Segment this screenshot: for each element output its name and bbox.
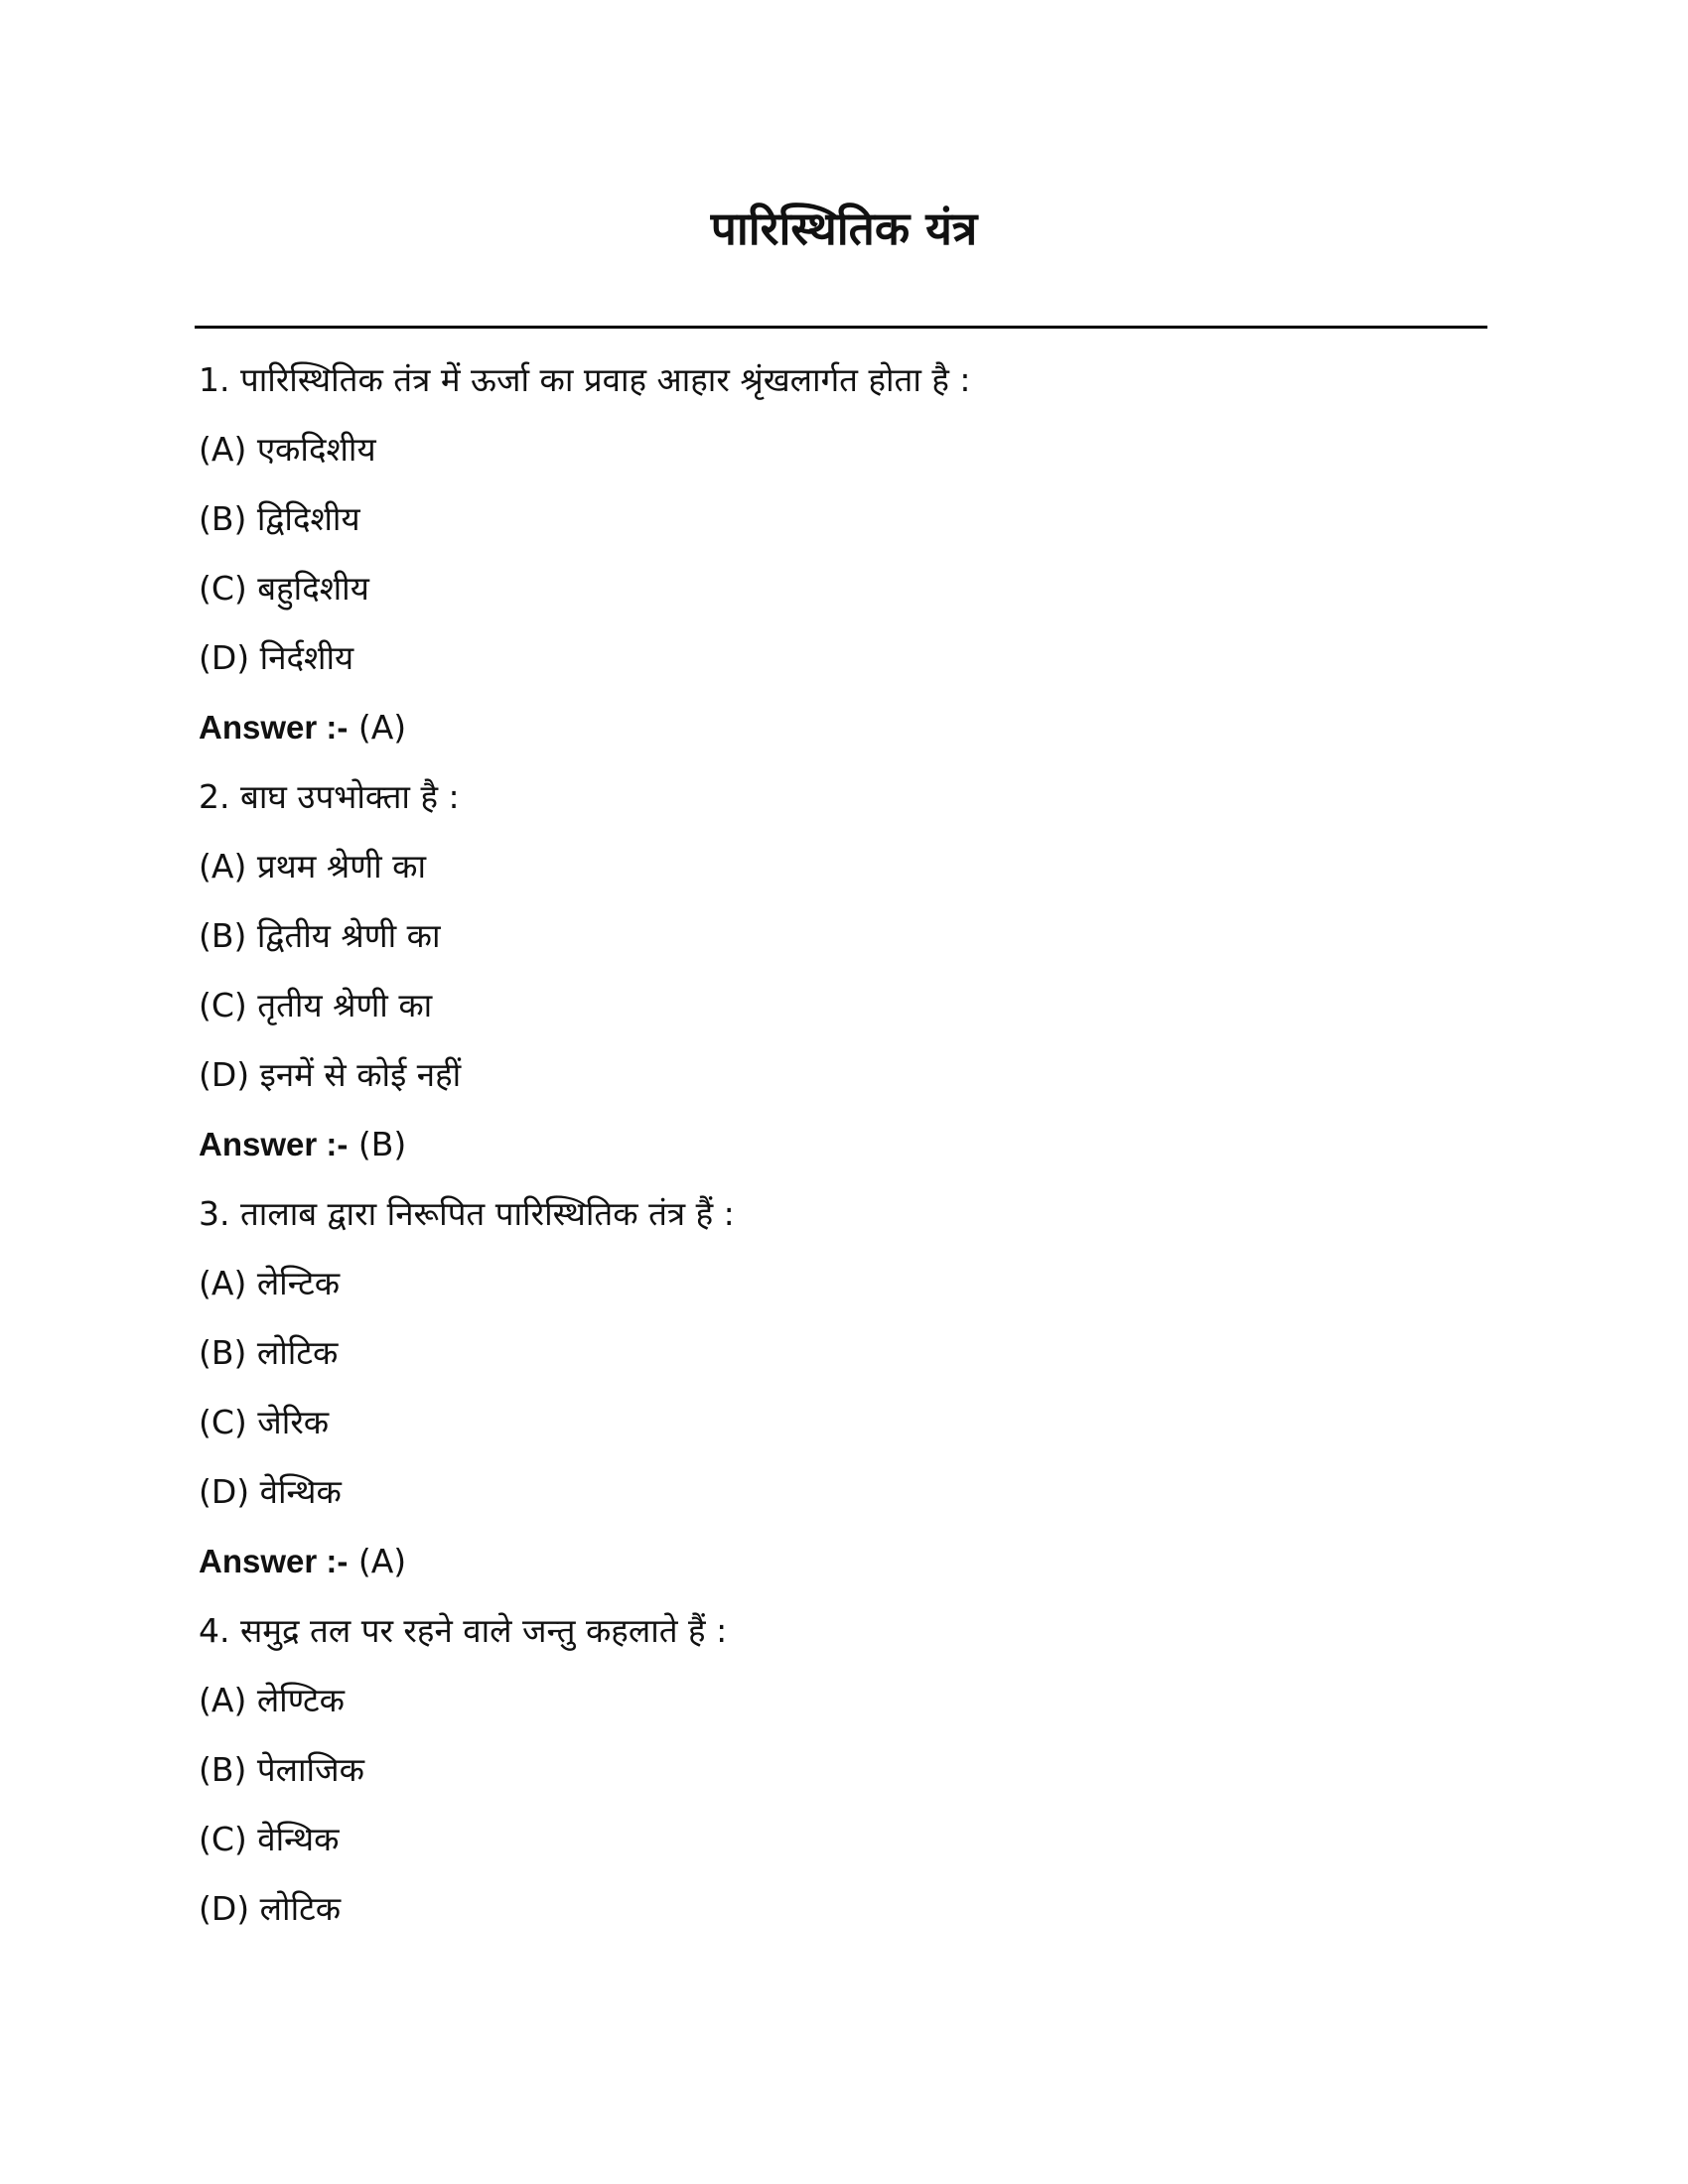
question-3-text: 3. तालाब द्वारा निरूपित पारिस्थितिक तंत्र हैं : xyxy=(199,1194,735,1233)
answer-label: Answer :- xyxy=(199,1126,349,1162)
answer-value: (B) xyxy=(357,1125,407,1163)
question-1-option-b: (B) द्विदिशीय xyxy=(199,499,360,538)
answer-value: (A) xyxy=(357,1542,407,1580)
question-4-text: 4. समुद्र तल पर रहने वाले जन्तु कहलाते हैं : xyxy=(199,1611,728,1650)
question-1-option-d: (D) निर्दशीय xyxy=(199,638,354,677)
question-3-option-c: (C) जेरिक xyxy=(199,1403,330,1441)
question-3-answer xyxy=(199,1527,1489,1596)
question-2-option-a: (A) प्रथम श्रेणी का xyxy=(199,847,427,886)
question-4-option-b: (B) पेलाजिक xyxy=(199,1750,364,1789)
question-2-option-c: (C) तृतीय श्रेणी का xyxy=(199,986,433,1024)
question-1-option-a: (A) एकदिशीय xyxy=(199,430,376,469)
question-1-text: 1. पारिस्थितिक तंत्र में ऊर्जा का प्रवाह आहार श्रृंखलार्गत होता है : xyxy=(199,360,971,399)
question-2-text: 2. बाघ उपभोक्ता है : xyxy=(199,777,460,816)
answer-label: Answer :- xyxy=(199,709,349,746)
answer-value: (A) xyxy=(357,708,407,747)
question-1-answer xyxy=(199,693,1489,762)
question-1-option-c: (C) बहुदिशीय xyxy=(199,569,369,608)
question-3-option-a: (A) लेन्टिक xyxy=(199,1264,341,1302)
page-title: पारिस्थितिक यंत्र xyxy=(710,202,978,255)
question-2-option-d: (D) इनमें से कोई नहीं xyxy=(199,1055,462,1094)
question-4-option-d: (D) लोटिक xyxy=(199,1889,342,1928)
question-2-option-b: (B) द्वितीय श्रेणी का xyxy=(199,916,441,955)
question-4-option-a: (A) लेण्टिक xyxy=(199,1681,346,1719)
question-list xyxy=(199,345,1489,1944)
title-divider xyxy=(195,326,1487,329)
question-4-option-c: (C) वेन्थिक xyxy=(199,1820,340,1858)
question-2-answer xyxy=(199,1110,1489,1179)
answer-label: Answer :- xyxy=(199,1543,349,1579)
question-3-option-d: (D) वेन्थिक xyxy=(199,1472,342,1511)
question-3-option-b: (B) लोटिक xyxy=(199,1333,339,1372)
